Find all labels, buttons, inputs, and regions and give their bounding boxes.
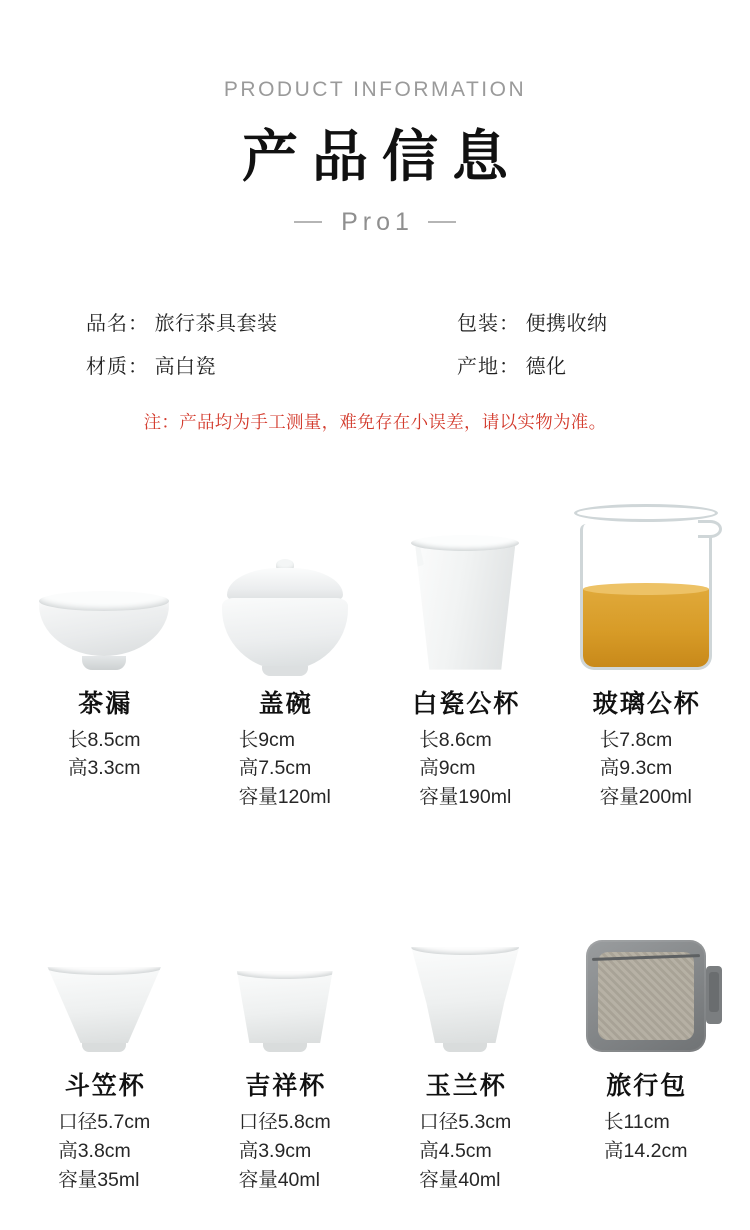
product-label: 茶漏 (78, 689, 133, 718)
dimension-line: 容量35ml (58, 1168, 140, 1191)
dimension-line: 高9cm (419, 757, 476, 780)
product-item-hat-cup (14, 872, 195, 1195)
dimension-line: 高9.3cm (599, 757, 673, 780)
spec-origin-value: 德化 (525, 355, 567, 378)
spec-packaging (375, 307, 664, 336)
spec-block (0, 307, 750, 434)
product-label: 玉兰杯 (425, 1072, 507, 1101)
dimension-line: 高7.5cm (238, 757, 312, 780)
spec-material-value: 高白瓷 (154, 355, 217, 378)
spec-packaging-value: 便携收纳 (525, 312, 608, 335)
product-item-tea-strainer (14, 490, 195, 813)
product-item-gaiwan (195, 490, 376, 813)
glass-pitcher-icon (580, 514, 712, 670)
spec-product-name-value: 旅行茶具套装 (154, 312, 278, 335)
product-label: 盖碗 (258, 689, 313, 718)
product-label: 旅行包 (606, 1072, 688, 1101)
spec-material-key: 材质： (86, 355, 149, 378)
page-title: 产品信息 (242, 125, 522, 188)
product-dimensions (68, 726, 141, 784)
product-image-jixiang-cup (195, 872, 376, 1052)
spec-grid (86, 307, 664, 379)
magnolia-cup-icon (411, 947, 519, 1052)
gaiwan-icon (222, 559, 348, 670)
product-image-porcelain-pitcher (375, 490, 556, 670)
dimension-line: 高3.3cm (67, 757, 141, 780)
subtitle-row (0, 208, 750, 237)
product-row-1 (0, 490, 750, 813)
travel-case-icon (586, 940, 706, 1052)
product-dimensions (419, 1108, 511, 1195)
product-item-porcelain-pitcher (375, 490, 556, 813)
product-image-gaiwan (195, 490, 376, 670)
dimension-line: 长8.6cm (419, 728, 492, 751)
dimension-line: 长7.8cm (599, 728, 673, 751)
dimension-line: 容量200ml (599, 786, 692, 809)
product-label: 斗笠杯 (64, 1072, 146, 1101)
product-dimensions (239, 726, 331, 813)
page-header (0, 0, 750, 237)
product-item-jixiang-cup (195, 872, 376, 1195)
product-label: 玻璃公杯 (592, 689, 701, 718)
tea-strainer-icon (39, 600, 169, 670)
jixiang-cup-icon (233, 971, 337, 1052)
product-item-travel-case (556, 872, 737, 1195)
dimension-line: 高3.8cm (58, 1140, 131, 1163)
product-dimensions (419, 726, 511, 813)
product-dimensions (58, 1108, 150, 1195)
spec-material (86, 350, 375, 379)
product-item-magnolia-cup (375, 872, 556, 1195)
product-image-travel-case (556, 872, 737, 1052)
dimension-line: 口径5.7cm (58, 1111, 151, 1134)
spec-origin-key: 产地： (457, 355, 520, 378)
product-label: 白瓷公杯 (412, 689, 521, 718)
product-label: 吉祥杯 (245, 1072, 327, 1101)
dimension-line: 长8.5cm (67, 728, 141, 751)
dimension-line: 容量120ml (238, 786, 331, 809)
dimension-line: 口径5.3cm (419, 1111, 512, 1134)
product-image-tea-strainer (14, 490, 195, 670)
dimension-line: 容量190ml (419, 786, 512, 809)
dimension-line: 长11cm (604, 1111, 670, 1134)
dash-left-decoration (294, 221, 322, 223)
dash-right-decoration (428, 221, 456, 223)
page-subtitle: Pro1 (341, 207, 414, 236)
product-dimensions (604, 1108, 687, 1166)
dimension-line: 高14.2cm (604, 1140, 688, 1163)
product-item-glass-pitcher (556, 490, 737, 813)
eyebrow-text: PRODUCT INFORMATION (223, 78, 527, 101)
product-image-glass-pitcher (556, 490, 737, 670)
product-dimensions (600, 726, 692, 813)
spec-product-name (86, 307, 375, 336)
measurement-note: 注：产品均为手工测量，难免存在小误差，请以实物为准。 (143, 411, 607, 432)
dimension-line: 容量40ml (419, 1168, 501, 1191)
spec-origin (375, 350, 664, 379)
product-image-magnolia-cup (375, 872, 556, 1052)
product-dimensions (239, 1108, 331, 1195)
dimension-line: 高3.9cm (238, 1140, 312, 1163)
porcelain-pitcher-icon (405, 542, 525, 670)
product-image-hat-cup (14, 872, 195, 1052)
dimension-line: 高4.5cm (419, 1140, 492, 1163)
hat-cup-icon (45, 967, 163, 1052)
spec-packaging-key: 包装： (457, 312, 520, 335)
product-row-2 (0, 872, 750, 1195)
spec-product-name-key: 品名： (86, 312, 149, 335)
dimension-line: 口径5.8cm (238, 1111, 331, 1134)
dimension-line: 长9cm (238, 728, 296, 751)
dimension-line: 容量40ml (238, 1168, 320, 1191)
